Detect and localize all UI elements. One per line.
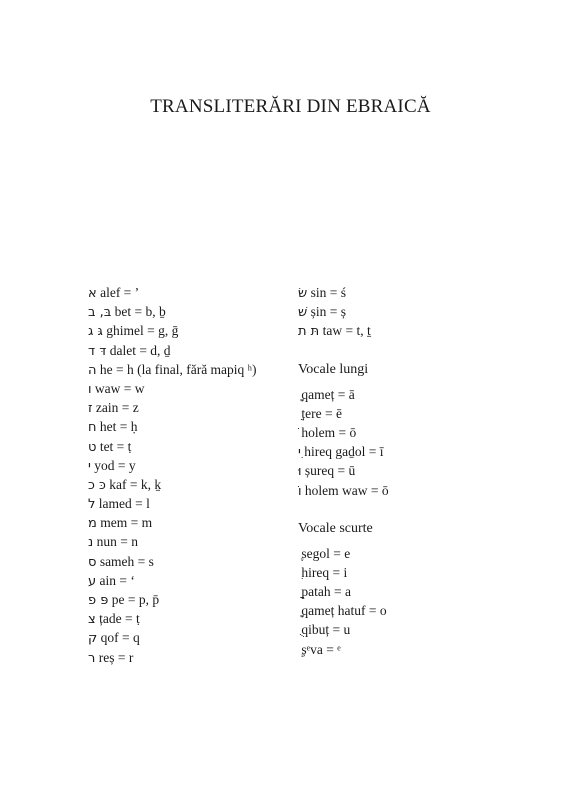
list-item bbox=[298, 302, 498, 321]
vowels-column bbox=[298, 283, 498, 659]
transliteration: het = ḥ bbox=[99, 419, 138, 435]
page-title: TRANSLITERĂRI DIN EBRAICĂ bbox=[150, 96, 431, 117]
list-item bbox=[298, 601, 498, 620]
transliteration: șureq = ū bbox=[304, 463, 356, 479]
transliteration: zain = z bbox=[95, 400, 139, 416]
list-item bbox=[298, 481, 498, 500]
transliteration: pe = p, p̄ bbox=[111, 592, 160, 607]
transliteration: șin = ș bbox=[310, 304, 346, 320]
list-item bbox=[88, 494, 288, 513]
transliteration: qof = q bbox=[100, 630, 140, 646]
list-item bbox=[88, 283, 288, 302]
list-item bbox=[88, 398, 288, 417]
transliteration: șᵉva = ᵉ bbox=[301, 641, 341, 657]
list-item bbox=[88, 321, 288, 340]
list-item bbox=[298, 582, 498, 601]
hebrew-letter: י bbox=[88, 458, 91, 474]
list-item bbox=[88, 379, 288, 398]
list-item bbox=[88, 532, 288, 551]
transliteration: qibuț = u bbox=[301, 622, 351, 638]
transliteration: țade = ṭ bbox=[99, 611, 140, 627]
transliteration: bet = b, ḇ bbox=[114, 304, 166, 320]
transliteration: lamed = l bbox=[98, 496, 150, 512]
spacer bbox=[298, 500, 498, 518]
list-item bbox=[298, 283, 498, 302]
hebrew-letter: כּ כ bbox=[88, 477, 106, 493]
transliteration: taw = t, ṯ bbox=[322, 323, 371, 339]
hebrew-letter: ר bbox=[88, 650, 96, 666]
list-item bbox=[88, 417, 288, 436]
transliteration: patah = a bbox=[301, 584, 351, 600]
hebrew-letter: ל bbox=[88, 497, 96, 513]
hebrew-letter: גּ ג bbox=[88, 324, 103, 340]
transliteration: segol = e bbox=[301, 545, 351, 561]
hebrew-letter: מ bbox=[88, 516, 97, 532]
hebrew-letter: ח bbox=[88, 420, 97, 436]
list-item bbox=[298, 620, 498, 639]
list-item bbox=[298, 461, 498, 480]
list-item bbox=[88, 590, 288, 609]
hebrew-letter: ו bbox=[88, 381, 92, 397]
list-item bbox=[88, 648, 288, 667]
list-item bbox=[88, 628, 288, 647]
transliteration: nun = n bbox=[96, 534, 138, 550]
transliteration: reș = r bbox=[98, 649, 134, 665]
hebrew-letter: א bbox=[88, 286, 97, 301]
spacer bbox=[298, 341, 498, 359]
transliteration: ain = ‘ bbox=[99, 572, 135, 588]
section-heading-short-vowels: Vocale scurte bbox=[298, 520, 373, 536]
list-item bbox=[298, 544, 498, 563]
transliteration: dalet = d, ḏ bbox=[109, 342, 171, 358]
hebrew-letter: ס bbox=[88, 554, 97, 570]
section-heading-long-vowels: Vocale lungi bbox=[298, 361, 369, 377]
list-item bbox=[298, 423, 498, 442]
hebrew-letter: ז bbox=[88, 401, 93, 417]
list-item bbox=[88, 609, 288, 628]
transliteration: holem = ō bbox=[301, 424, 357, 440]
list-item bbox=[88, 552, 288, 571]
transliteration: tet = ṭ bbox=[99, 438, 132, 454]
list-item bbox=[88, 475, 288, 494]
hebrew-letter: ט bbox=[88, 439, 97, 455]
list-item bbox=[88, 571, 288, 590]
transliteration: sameh = s bbox=[99, 553, 154, 569]
list-item bbox=[298, 321, 498, 340]
consonants-column bbox=[88, 283, 288, 667]
list-item bbox=[88, 341, 288, 360]
list-item bbox=[88, 360, 288, 379]
hebrew-letter: שׁ bbox=[298, 305, 308, 321]
transliteration: ghimel = g, ḡ bbox=[106, 323, 179, 339]
list-item bbox=[88, 302, 288, 321]
transliteration: qameț hatuf = o bbox=[301, 603, 387, 619]
vowel-mark: וֹ bbox=[298, 483, 302, 499]
transliteration: sin = ś bbox=[310, 285, 346, 300]
vowel-mark: וּ bbox=[298, 464, 302, 480]
list-item bbox=[298, 640, 498, 659]
list-item bbox=[298, 404, 498, 423]
list-item bbox=[298, 563, 498, 582]
list-item bbox=[298, 385, 498, 404]
transliteration: alef = ’ bbox=[100, 285, 140, 300]
hebrew-letter: צ bbox=[88, 612, 96, 628]
transliteration: yod = y bbox=[94, 457, 136, 473]
hebrew-letter: ה bbox=[88, 362, 97, 378]
hebrew-letter: בּ, ב bbox=[88, 305, 112, 321]
hebrew-letter: נ bbox=[88, 535, 94, 551]
list-item bbox=[88, 513, 288, 532]
transliteration: he = h (la final, fără mapiq ʰ) bbox=[99, 361, 257, 377]
transliteration: qameț = ā bbox=[301, 386, 355, 402]
list-item bbox=[88, 456, 288, 475]
hebrew-letter: פּ פ bbox=[88, 593, 109, 608]
transliteration: kaf = k, ḵ bbox=[109, 476, 162, 492]
hebrew-letter: תּ ת bbox=[298, 324, 320, 340]
transliteration: mem = m bbox=[100, 515, 153, 531]
transliteration: waw = w bbox=[94, 380, 145, 396]
hebrew-letter: דּ ד bbox=[88, 343, 107, 359]
list-item bbox=[298, 442, 498, 461]
vowel-mark: ִי bbox=[298, 445, 301, 461]
transliteration: țere = ē bbox=[301, 405, 342, 421]
list-item bbox=[88, 437, 288, 456]
transliteration: hireq gaḏol = ī bbox=[304, 444, 384, 460]
hebrew-letter: שׂ bbox=[298, 286, 308, 301]
hebrew-letter: ע bbox=[88, 573, 97, 589]
hebrew-letter: ק bbox=[88, 631, 98, 647]
transliteration: hireq = i bbox=[301, 564, 348, 580]
transliteration: holem waw = ō bbox=[304, 482, 389, 498]
